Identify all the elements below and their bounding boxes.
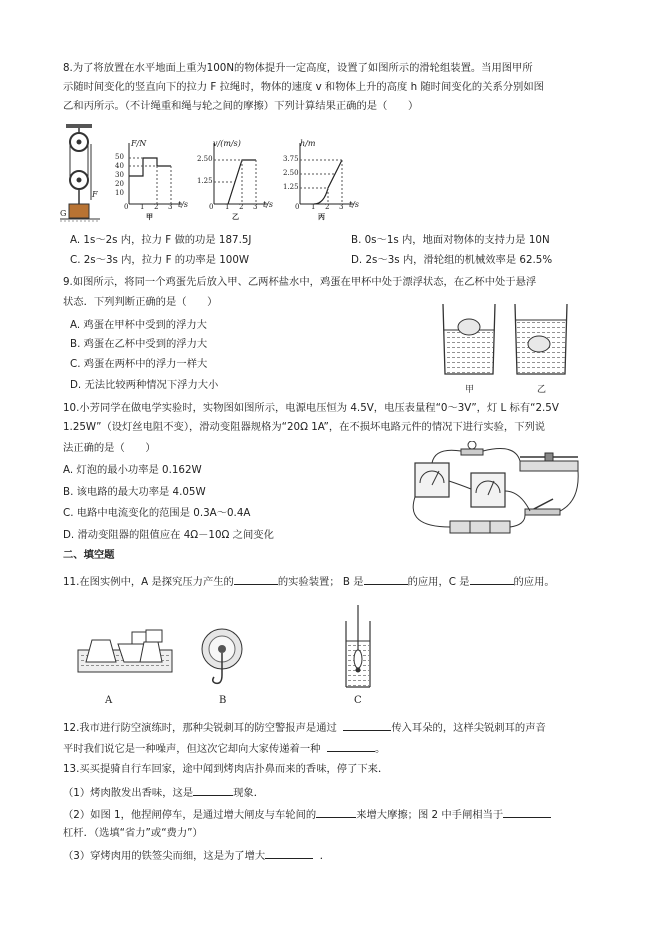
q12-text-part1: 12.我市进行防空演练时，那种尖锐刺耳的防空警报声是通过 [63, 722, 337, 734]
graph-yi-xtick: 1 [225, 203, 230, 211]
q12-blank-2[interactable] [327, 740, 375, 752]
q13-blank-1[interactable] [193, 784, 233, 796]
graph-jia-ylabel: F/N [131, 139, 147, 148]
graph-yi-xlabel: t/s [263, 200, 274, 209]
graph-bing-ylabel: h/m [300, 139, 316, 148]
pulley-system-figure [60, 122, 104, 226]
q13-blank-4[interactable] [265, 847, 313, 859]
q12-text-part2: 传入耳朵的，这样尖锐刺耳的声音 [391, 722, 546, 734]
q11-text-part2: 的实验装置； B 是 [277, 576, 364, 588]
q9-stem-line1: 9.如图所示，将同一个鸡蛋先后放入甲、乙两杯盐水中，鸡蛋在甲杯中处于漂浮状态，在乙杯中处于悬浮 [63, 276, 537, 288]
graph-bing [282, 140, 360, 215]
q8-stem-line2: 示随时间变化的竖直向下的拉力 F 拉绳时，物体的速度 v 和物体上升的高度 h 随时间变化的关系分别如图 [63, 81, 544, 93]
graph-jia-xtick: 3 [168, 203, 173, 211]
q12-line2 [63, 740, 385, 756]
graph-jia-force-line [129, 158, 171, 176]
suction-cup-figure [197, 627, 247, 689]
q9-option-b[interactable]: B. 鸡蛋在乙杯中受到的浮力大 [70, 338, 208, 350]
q11-blank-3[interactable] [470, 573, 514, 585]
hydrometer-figure [338, 603, 378, 689]
q9-stem-line2: 状态．下列判断正确的是（ ） [63, 296, 218, 308]
graph-yi-ytick: 1.25 [197, 177, 213, 185]
q13-stem: 13.买买提骑自行车回家，途中闻到烤肉店扑鼻而来的香味，停了下来． [63, 763, 389, 775]
graph-jia-ytick: 10 [115, 189, 124, 197]
graph-jia-xtick: 1 [140, 203, 145, 211]
q11-text-part4: 的应用。 [513, 576, 555, 588]
q13-sub2-mid: 来增大摩擦；图 2 中手闸相当于 [356, 809, 504, 821]
q10-option-a[interactable]: A. 灯泡的最小功率是 0.162W [63, 464, 202, 476]
q12-blank-1[interactable] [343, 719, 391, 731]
q13-sub3 [63, 847, 330, 863]
q13-blank-2[interactable] [316, 806, 356, 818]
graph-jia-xlabel: t/s [178, 200, 189, 209]
graph-bing-xtick: 3 [339, 203, 344, 211]
q13-sub1 [63, 784, 264, 800]
q8-option-c[interactable]: C. 2s～3s 内，拉力 F 的功率是 100W [70, 254, 250, 266]
q9-option-a[interactable]: A. 鸡蛋在甲杯中受到的浮力大 [70, 319, 207, 331]
graph-yi-ytick: 2.50 [197, 155, 213, 163]
q13-sub1-text: （1）烤肉散发出香味，这是 [63, 787, 194, 799]
q13-sub2-line2: 杠杆．（选填“省力”或“费力”） [63, 827, 203, 839]
q11-text-part3: 的应用，C 是 [407, 576, 470, 588]
graph-bing-xtick: 2 [325, 203, 330, 211]
q10-option-b[interactable]: B. 该电路的最大功率是 4.05W [63, 486, 206, 498]
q8-stem-line3: 乙和丙所示。（不计绳重和绳与轮之间的摩擦）下列计算结果正确的是（ ） [63, 100, 419, 112]
q13-sub2 [63, 806, 551, 822]
q13-sub3-tail: ． [319, 850, 331, 862]
pulley-label-f: F [92, 190, 98, 199]
q13-sub1-tail: 现象． [233, 787, 265, 799]
graph-bing-caption: 丙 [318, 212, 325, 221]
graph-yi-ylabel: v/(m/s) [213, 139, 241, 148]
q11-label-a: A [105, 695, 113, 706]
pulley-label-g: G [60, 209, 67, 218]
graph-bing-ytick: 2.50 [283, 169, 299, 177]
q11-text-part1: 11.在图实例中，A 是探究压力产生的 [63, 576, 234, 588]
q11-stem [63, 573, 555, 589]
q8-option-d[interactable]: D. 2s～3s 内，滑轮组的机械效率是 62.5% [351, 254, 553, 266]
graph-bing-ytick: 3.75 [283, 155, 299, 163]
graph-jia-ytick: 50 [115, 153, 124, 161]
graph-jia-xtick: 2 [154, 203, 159, 211]
q13-sub3-text: （3）穿烤肉用的铁签尖而细，这是为了增大 [63, 850, 266, 862]
q10-option-c[interactable]: C. 电路中电流变化的范围是 0.3A～0.4A [63, 507, 251, 519]
graph-jia-ytick: 20 [115, 180, 124, 188]
q10-stem-line3: 法正确的是（ ） [63, 442, 156, 454]
circuit-figure [395, 441, 590, 537]
graph-jia-ytick: 30 [115, 171, 124, 179]
q13-blank-3[interactable] [503, 806, 551, 818]
q10-option-d[interactable]: D. 滑动变阻器的阻值应在 4Ω－10Ω 之间变化 [63, 529, 274, 541]
graph-yi-xtick: 2 [239, 203, 244, 211]
q11-blank-1[interactable] [234, 573, 278, 585]
q10-stem-line1: 10.小芳同学在做电学实验时，实物图如图所示，电源电压恒为 4.5V，电压表量程“0～3V”，灯 L 标有“2.5V [63, 402, 559, 414]
q9-option-d[interactable]: D. 无法比较两种情况下浮力大小 [70, 379, 219, 391]
egg-floating [458, 319, 480, 335]
q13-sub2-text: （2）如图 1，他捏闸停车，是通过增大闸皮与车轮间的 [63, 809, 317, 821]
q9-option-c[interactable]: C. 鸡蛋在两杯中的浮力一样大 [70, 358, 208, 370]
egg-suspended [528, 336, 550, 352]
q12-text-part4: 。 [374, 743, 386, 755]
pressure-experiment-figure [76, 628, 174, 674]
q11-label-b: B [219, 695, 227, 706]
graph-bing-xtick: 1 [311, 203, 316, 211]
q11-blank-2[interactable] [364, 573, 408, 585]
section-title-fill-in: 二、填空题 [63, 549, 115, 561]
q8-option-a[interactable]: A. 1s～2s 内，拉力 F 做的功是 187.5J [70, 234, 252, 246]
graph-jia-ytick: 40 [115, 162, 124, 170]
cup-label-jia: 甲 [465, 385, 475, 395]
q12-text-part3: 平时我们说它是一种噪声，但这次它却向大家传递着一种 [63, 743, 321, 755]
q10-stem-line2: 1.25W”（设灯丝电阻不变），滑动变阻器规格为“20Ω 1A”，在不损坏电路元件的情况下进行实验，下列说 [63, 421, 546, 433]
graph-yi-caption: 乙 [232, 212, 239, 221]
graph-yi-xtick: 3 [253, 203, 258, 211]
q8-option-b[interactable]: B. 0s～1s 内，地面对物体的支持力是 10N [351, 234, 550, 246]
q8-stem-line1: 8.为了将放置在水平地面上重为100N的物体提升一定高度，设置了如图所示的滑轮组装置。当用图甲所 [63, 62, 533, 74]
graph-bing-ytick: 1.25 [283, 183, 299, 191]
graph-bing-xtick: 0 [295, 203, 300, 211]
graph-yi-xtick: 0 [209, 203, 214, 211]
q11-label-c: C [354, 695, 362, 706]
graph-bing-xlabel: t/s [349, 200, 360, 209]
egg-cups-figure [437, 300, 587, 380]
graph-jia-caption: 甲 [146, 212, 153, 221]
graph-jia-xtick: 0 [124, 203, 129, 211]
q12-line1 [63, 719, 546, 735]
cup-label-yi: 乙 [537, 385, 547, 395]
